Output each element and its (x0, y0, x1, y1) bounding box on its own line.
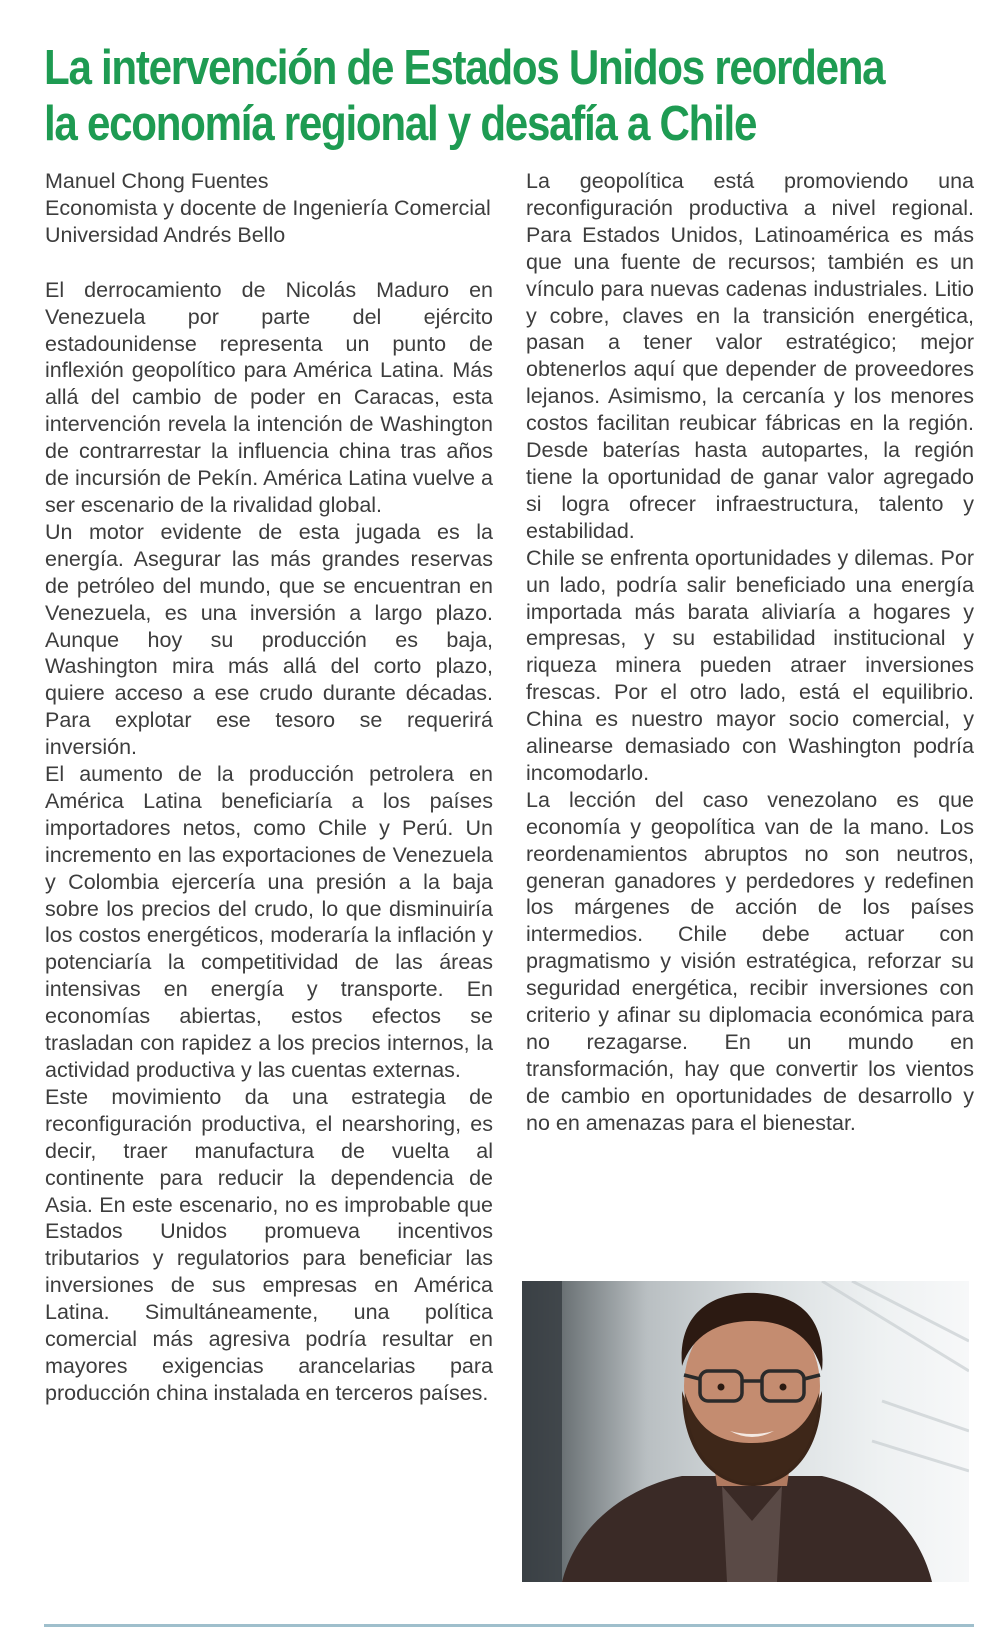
author-portrait-illustration (522, 1281, 969, 1582)
paragraph-2: Un motor evidente de esta jugada es la energía. Asegurar las más grandes reservas de petróleo del mundo, que se encuentran en Venezuela, es una inversión a largo plazo. Aunque hoy su producción es baja, Washington mira más allá del corto plazo, quiere acceso a ese crudo durante décadas. Para explotar ese tesoro se requerirá inversión. (45, 519, 493, 760)
paragraph-7: La lección del caso venezolano es que economía y geopolítica van de la mano. Los reordenamientos abruptos no son neutros, generan ganadores y perdedores y redefinen los márgenes de acción de los países intermedios. Chile debe actuar con pragmatismo y visión estratégica, reforzar su seguridad energética, recibir inversiones con criterio y afinar su diplomacia económica para no rezagarse. En un mundo en transformación, hay que convertir los vientos de cambio en oportunidades de desarrollo y no en amenazas para el bienestar. (526, 787, 974, 1135)
paragraph-5: La geopolítica está promoviendo una reconfiguración productiva a nivel regional. Para Estados Unidos, Latinoamérica es más que una fuente de recursos; también es un vínculo para nuevas cadenas industriales. Litio y cobre, claves en la transición energética, pasan a tener valor estratégico; mejor obtenerlos aquí que depender de proveedores lejanos. Asimismo, la cercanía y los menores costos facilitan reubicar fábricas en la región. Desde baterías hasta autopartes, la región tiene la oportunidad de ganar valor agregado si logra ofrecer infraestructura, talento y estabilidad. (526, 169, 974, 543)
column-left (45, 168, 493, 1407)
article-headline (44, 40, 885, 152)
paragraph-4: Este movimiento da una estrategia de reconfiguración productiva, el nearshoring, es decir, traer manufactura de vuelta al continente para reducir la dependencia de Asia. En este escenario, no es improbable que Estados Unidos promueva incentivos tributarios y regulatorios para beneficiar las inversiones de sus empresas en América Latina. Simultáneamente, una política comercial más agresiva podría resultar en mayores exigencias arancelarias para producción china instalada en terceros países. (45, 1084, 493, 1405)
paragraph-6: Chile se enfrenta oportunidades y dilemas. Por un lado, podría salir beneficiado una energía importada más barata aliviaría a hogares y empresas, y su estabilidad institucional y riqueza minera pueden atraer inversiones frescas. Por el otro lado, está el equilibrio. China es nuestro mayor socio comercial, y alinearse demasiado con Washington podría incomodarlo. (526, 545, 974, 785)
headline-line-1: La intervención de Estados Unidos reordena (44, 41, 885, 95)
paragraph-1: El derrocamiento de Nicolás Maduro en Venezuela por parte del ejército estadounidense representa un punto de inflexión geopolítico para América Latina. Más allá del cambio de poder en Caracas, esta intervención revela la intención de Washington de contrarrestar la influencia china tras años de incursión de Pekín. América Latina vuelve a ser escenario de la rivalidad global. (45, 277, 493, 517)
bottom-divider (44, 1624, 974, 1627)
author-role: Economista y docente de Ingeniería Comercial (45, 195, 491, 220)
column-right (526, 168, 974, 1137)
author-institution: Universidad Andrés Bello (45, 222, 286, 247)
paragraph-3: El aumento de la producción petrolera en América Latina beneficiaría a los países importadores netos, como Chile y Perú. Un incremento en las exportaciones de Venezuela y Colombia ejercería una presión a la baja sobre los precios del crudo, lo que disminuiría los costos energéticos, moderaría la inflación y potenciaría la competitividad de las áreas intensivas en energía y transporte. En economías abiertas, estos efectos se trasladan con rapidez a los precios internos, la actividad productiva y las cuentas externas. (45, 762, 493, 1082)
background-lines (822, 1281, 969, 1471)
author-photo (522, 1281, 969, 1582)
author-name: Manuel Chong Fuentes (45, 169, 269, 193)
author-byline (45, 168, 493, 249)
headline-line-2: la economía regional y desafía a Chile (44, 97, 757, 151)
